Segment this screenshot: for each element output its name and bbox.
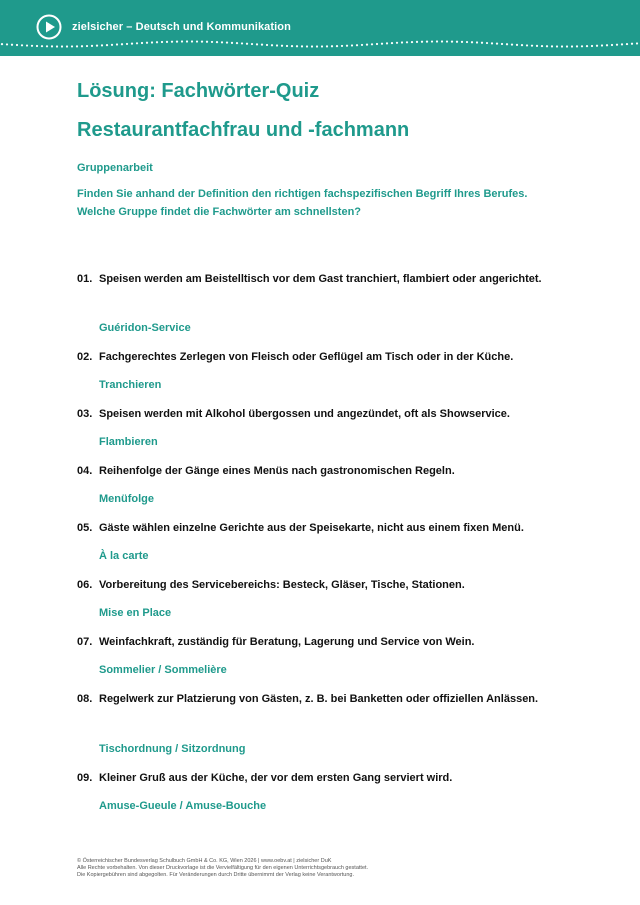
instruction-line: Finden Sie anhand der Definition den richtigen fachspezifischen Begriff Ihres Berufes.	[77, 188, 528, 200]
question-item	[77, 574, 577, 596]
answer-text: Tischordnung / Sitzordnung	[99, 743, 246, 755]
question-text: Reihenfolge der Gänge eines Menüs nach gastronomischen Regeln.	[99, 465, 455, 477]
question-item	[77, 688, 577, 710]
answer-text: Sommelier / Sommelière	[99, 664, 227, 676]
question-item	[77, 346, 577, 368]
question-text: Speisen werden am Beistelltisch vor dem Gast tranchiert, flambiert oder angerichtet.	[99, 273, 542, 285]
question-text: Vorbereitung des Servicebereichs: Besteck, Gläser, Tische, Stationen.	[99, 579, 465, 591]
brand-name: zielsicher – Deutsch und Kommunikation	[72, 21, 291, 33]
answer-text: Flambieren	[99, 436, 158, 448]
question-text: Fachgerechtes Zerlegen von Fleisch oder Geflügel am Tisch oder in der Küche.	[99, 351, 514, 363]
page-footer	[77, 858, 597, 879]
question-text: Kleiner Gruß aus der Küche, der vor dem ersten Gang serviert wird.	[99, 772, 453, 784]
section-label: Gruppenarbeit	[77, 162, 153, 174]
question-number: 05.	[77, 522, 93, 534]
footer-line: Alle Rechte vorbehalten. Von dieser Druckvorlage ist die Vervielfältigung für den eigenen Unterrichtsgebrauch gestattet.	[77, 865, 369, 871]
page-header	[0, 0, 640, 56]
question-item	[77, 403, 577, 425]
question-text: Weinfachkraft, zuständig für Beratung, Lagerung und Service von Wein.	[99, 636, 475, 648]
dotted-border-decoration	[0, 38, 640, 50]
answer-text: Guéridon-Service	[99, 322, 191, 334]
question-item	[77, 517, 577, 539]
answer-text: À la carte	[99, 550, 149, 562]
question-item	[77, 460, 577, 482]
question-number: 01.	[77, 273, 93, 285]
question-text: Gäste wählen einzelne Gerichte aus der Speisekarte, nicht aus einem fixen Menü.	[99, 522, 524, 534]
answer-text: Menüfolge	[99, 493, 154, 505]
answer-text: Mise en Place	[99, 607, 172, 619]
question-item	[77, 767, 577, 789]
question-number: 07.	[77, 636, 93, 648]
question-number: 06.	[77, 579, 93, 591]
instructions	[77, 185, 597, 221]
question-number: 03.	[77, 408, 93, 420]
question-text: Regelwerk zur Platzierung von Gästen, z. B. bei Banketten oder offiziellen Anlässen.	[99, 693, 539, 705]
footer-line: © Österreichischer Bundesverlag Schulbuch GmbH & Co. KG, Wien 2026 | www.oebv.at | zielsicher DuK	[77, 858, 332, 864]
page-title: Lösung: Fachwörter-Quiz	[77, 80, 320, 102]
answer-text: Tranchieren	[99, 379, 162, 391]
question-number: 02.	[77, 351, 93, 363]
question-item	[77, 268, 577, 290]
page-subtitle: Restaurantfachfrau und -fachmann	[77, 119, 410, 141]
footer-line: Die Kopiergebühren sind abgegolten. Für Veränderungen durch Dritte übernimmt der Verlag keine Verantwortung.	[77, 872, 355, 878]
question-number: 08.	[77, 693, 93, 705]
answer-text: Amuse-Gueule / Amuse-Bouche	[99, 800, 267, 812]
play-circle-icon	[36, 14, 62, 40]
instruction-line: Welche Gruppe findet die Fachwörter am schnellsten?	[77, 206, 362, 218]
question-item	[77, 631, 577, 653]
question-number: 09.	[77, 772, 93, 784]
question-number: 04.	[77, 465, 93, 477]
question-text: Speisen werden mit Alkohol übergossen und angezündet, oft als Showservice.	[99, 408, 510, 420]
